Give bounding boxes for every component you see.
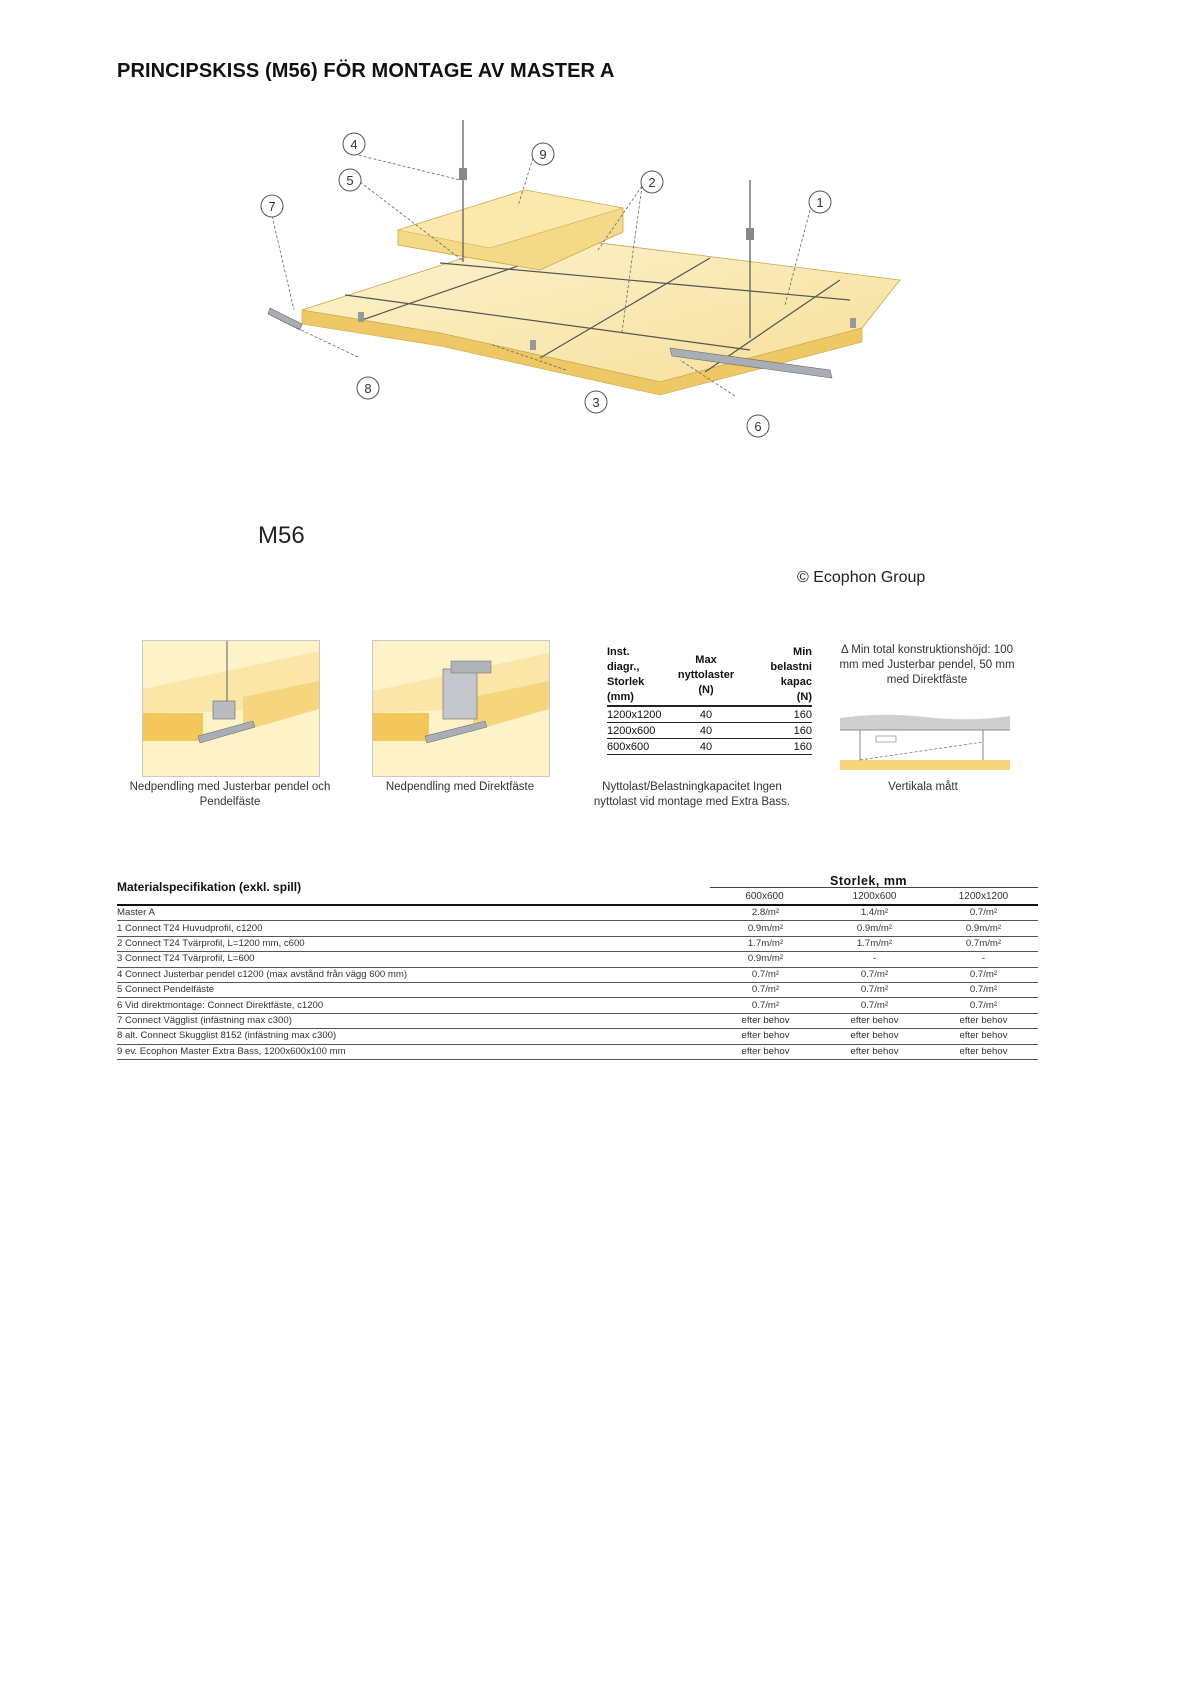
callout-4: 4 [350, 137, 358, 152]
callout-6: 6 [754, 419, 762, 434]
load-min: 160 [739, 706, 812, 723]
spec-value: 0.9m/m² [820, 921, 929, 936]
size-group-header: Storlek, mm [830, 874, 908, 888]
spec-row [117, 906, 1038, 921]
load-min: 160 [739, 739, 812, 755]
load-max: 40 [673, 723, 739, 739]
spec-value: 0.7/m² [929, 998, 1038, 1013]
spec-value: 0.7/m² [929, 967, 1038, 982]
callout-2: 2 [648, 175, 656, 190]
size-header: 1200x1200 [958, 891, 1009, 902]
callout-1: 1 [816, 195, 824, 210]
ceiling-isometric-diagram [250, 120, 930, 460]
spec-item-name: 5 Connect Pendelfäste [117, 982, 711, 997]
vertical-dimensions-image [840, 712, 1010, 772]
spec-value: 0.7/m² [711, 998, 820, 1013]
wall-angle-8 [268, 308, 302, 330]
spec-value: efter behov [929, 1044, 1038, 1059]
size-header: 600x600 [745, 891, 784, 902]
spec-value: 0.7/m² [929, 906, 1038, 921]
load-size: 600x600 [607, 739, 673, 755]
load-size: 1200x1200 [607, 706, 673, 723]
spec-value: 0.7/m² [820, 998, 929, 1013]
vertical-note: Δ Min total konstruktionshöjd: 100 mm med Justerbar pendel, 50 mm med Direktfäste [839, 644, 1015, 686]
spec-value: efter behov [711, 1013, 820, 1028]
spec-item-name: 4 Connect Justerbar pendel c1200 (max avstånd från vägg 600 mm) [117, 967, 711, 982]
spec-value: efter behov [820, 1029, 929, 1044]
spec-value: efter behov [711, 1029, 820, 1044]
load-header-max: Max nyttolaster (N) [673, 645, 739, 706]
load-row [607, 739, 812, 755]
callout-8: 8 [364, 381, 372, 396]
spec-row [117, 982, 1038, 997]
spec-value: 0.7m/m² [929, 936, 1038, 951]
load-max: 40 [673, 706, 739, 723]
spec-value: 0.7/m² [820, 982, 929, 997]
spec-value: 2.8/m² [711, 906, 820, 921]
spec-item-name: 8 alt. Connect Skugglist 8152 (infästning max c300) [117, 1029, 711, 1044]
material-spec-table [117, 906, 1038, 1060]
ceiling-panel-surface [302, 235, 900, 382]
load-size: 1200x600 [607, 723, 673, 739]
detail-direkt-image [372, 640, 550, 777]
load-max: 40 [673, 739, 739, 755]
spec-value: 0.9m/m² [711, 921, 820, 936]
spec-item-name: 7 Connect Vägglist (infästning max c300) [117, 1013, 711, 1028]
load-caption: Nyttolast/Belastningkapacitet Ingen nyttolast vid montage med Extra Bass. [593, 781, 791, 808]
callout-3: 3 [592, 395, 600, 410]
load-row [607, 723, 812, 739]
diagram-code: M56 [258, 522, 305, 549]
load-row [607, 706, 812, 723]
vertical-caption: Vertikala mått [888, 781, 958, 793]
spec-item-name: 2 Connect T24 Tvärprofil, L=1200 mm, c600 [117, 936, 711, 951]
spec-value: efter behov [711, 1044, 820, 1059]
spec-value: efter behov [820, 1013, 929, 1028]
spec-item-name: 3 Connect T24 Tvärprofil, L=600 [117, 952, 711, 967]
spec-value: 0.7/m² [820, 967, 929, 982]
spec-value: efter behov [929, 1013, 1038, 1028]
spec-item-name: 9 ev. Ecophon Master Extra Bass, 1200x600x100 mm [117, 1044, 711, 1059]
copyright: © Ecophon Group [797, 569, 926, 586]
spec-value: 0.9m/m² [711, 952, 820, 967]
detail-direkt-caption: Nedpendling med Direktfäste [385, 781, 535, 793]
callout-9: 9 [539, 147, 547, 162]
spec-item-name: 1 Connect T24 Huvudprofil, c1200 [117, 921, 711, 936]
detail-pendel-image [142, 640, 320, 777]
spec-row [117, 921, 1038, 936]
spec-value: - [929, 952, 1038, 967]
page-title: PRINCIPSKISS (M56) FÖR MONTAGE AV MASTER A [117, 60, 615, 82]
spec-value: 0.7/m² [711, 967, 820, 982]
spec-value: efter behov [929, 1029, 1038, 1044]
size-header: 1200x600 [852, 891, 897, 902]
spec-row [117, 1029, 1038, 1044]
spec-row [117, 967, 1038, 982]
spec-title: Materialspecifikation (exkl. spill) [117, 880, 302, 894]
spec-row [117, 936, 1038, 951]
spec-value: 1.7m/m² [820, 936, 929, 951]
spec-row [117, 952, 1038, 967]
detail-pendel-caption: Nedpendling med Justerbar pendel och Pendelfäste [129, 781, 331, 808]
spec-value: - [820, 952, 929, 967]
callout-7: 7 [268, 199, 276, 214]
load-header-size: Inst. diagr., Storlek (mm) [607, 645, 673, 706]
spec-value: 0.7/m² [711, 982, 820, 997]
load-min: 160 [739, 723, 812, 739]
spec-value: 0.9m/m² [929, 921, 1038, 936]
spec-value: efter behov [820, 1044, 929, 1059]
spec-item-name: 6 Vid direktmontage: Connect Direktfäste, c1200 [117, 998, 711, 1013]
load-table [607, 645, 812, 755]
spec-value: 1.7m/m² [711, 936, 820, 951]
spec-item-name: Master A [117, 906, 711, 921]
spec-row [117, 1044, 1038, 1059]
spec-row [117, 998, 1038, 1013]
spec-row [117, 1013, 1038, 1028]
load-header-min: Min belastni kapac (N) [739, 645, 812, 706]
spec-value: 0.7/m² [929, 982, 1038, 997]
spec-value: 1.4/m² [820, 906, 929, 921]
callout-5: 5 [346, 173, 354, 188]
